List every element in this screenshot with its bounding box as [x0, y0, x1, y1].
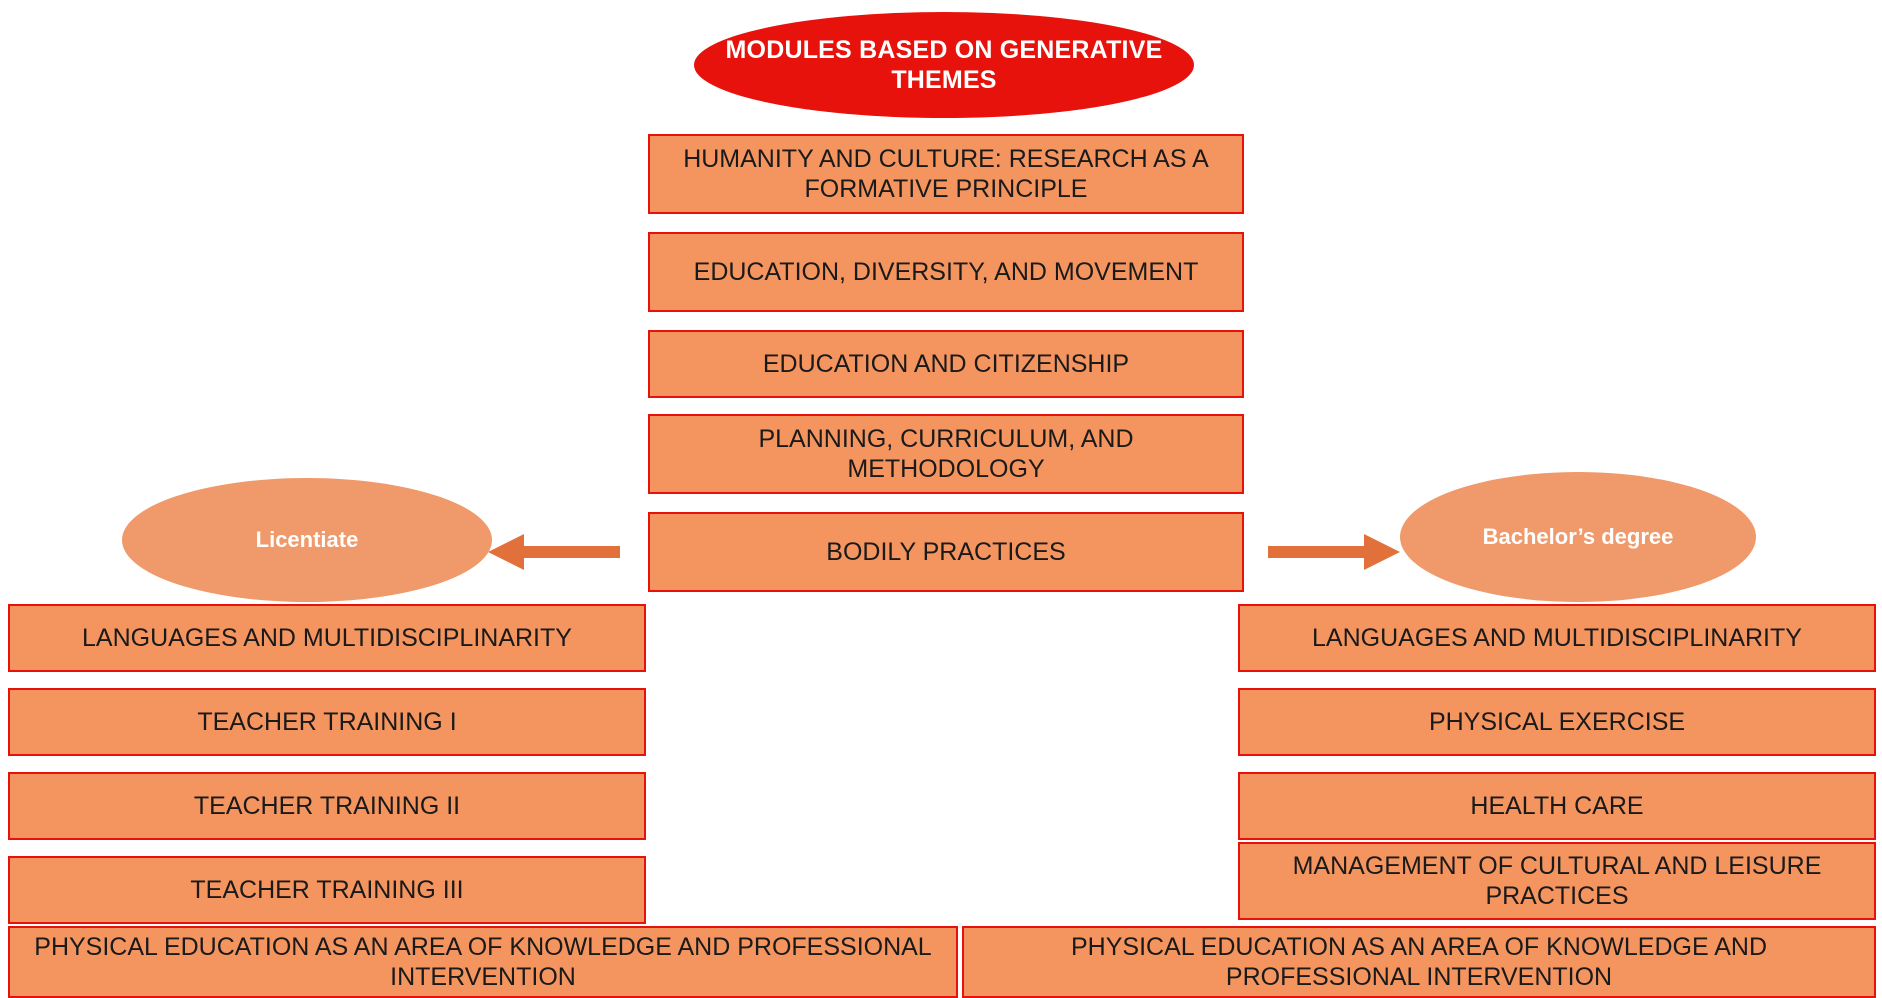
right-module-3-label: HEALTH CARE	[1470, 791, 1644, 820]
right-module-1	[1238, 604, 1876, 672]
right-module-3	[1238, 772, 1876, 840]
left-module-4-label: TEACHER TRAINING III	[190, 875, 464, 904]
left-module-2-label: TEACHER TRAINING I	[197, 707, 457, 736]
right-module-2	[1238, 688, 1876, 756]
center-module-1-label: HUMANITY AND CULTURE: RESEARCH AS A FORMATIVE PRINCIPLE	[683, 144, 1209, 203]
left-module-1	[8, 604, 646, 672]
arrow-right-icon	[1268, 528, 1404, 576]
right-module-5	[962, 926, 1876, 998]
arrow-left-icon	[484, 528, 620, 576]
title-node-modules-based-on-generative-themes	[694, 12, 1194, 118]
left-module-2	[8, 688, 646, 756]
left-module-1-label: LANGUAGES AND MULTIDISCIPLINARITY	[82, 623, 572, 652]
center-module-3	[648, 330, 1244, 398]
center-module-4	[648, 414, 1244, 494]
branch-node-licentiate-label: Licentiate	[255, 526, 359, 552]
center-module-5	[648, 512, 1244, 592]
center-module-2	[648, 232, 1244, 312]
branch-node-licentiate	[122, 478, 492, 602]
center-module-3-label: EDUCATION AND CITIZENSHIP	[762, 349, 1130, 378]
right-module-2-label: PHYSICAL EXERCISE	[1428, 707, 1686, 736]
right-module-5-label: PHYSICAL EDUCATION AS AN AREA OF KNOWLEDGE AND PROFESSIONAL INTERVENTION	[1070, 932, 1767, 991]
title-node-label: MODULES BASED ON GENERATIVE THEMES	[725, 35, 1163, 94]
right-module-4-label: MANAGEMENT OF CULTURAL AND LEISURE PRACTICES	[1292, 851, 1822, 910]
center-module-4-label: PLANNING, CURRICULUM, AND METHODOLOGY	[758, 424, 1134, 483]
left-module-3-label: TEACHER TRAINING II	[193, 791, 461, 820]
left-module-5-label: PHYSICAL EDUCATION AS AN AREA OF KNOWLEDGE AND PROFESSIONAL INTERVENTION	[34, 932, 932, 991]
branch-node-bachelors-degree-label: Bachelor’s degree	[1482, 523, 1674, 549]
left-module-4	[8, 856, 646, 924]
right-module-1-label: LANGUAGES AND MULTIDISCIPLINARITY	[1312, 623, 1802, 652]
right-module-4	[1238, 842, 1876, 920]
center-module-5-label: BODILY PRACTICES	[826, 537, 1066, 566]
left-module-5	[8, 926, 958, 998]
center-module-1	[648, 134, 1244, 214]
left-module-3	[8, 772, 646, 840]
center-module-2-label: EDUCATION, DIVERSITY, AND MOVEMENT	[693, 257, 1199, 286]
branch-node-bachelors-degree	[1400, 472, 1756, 602]
